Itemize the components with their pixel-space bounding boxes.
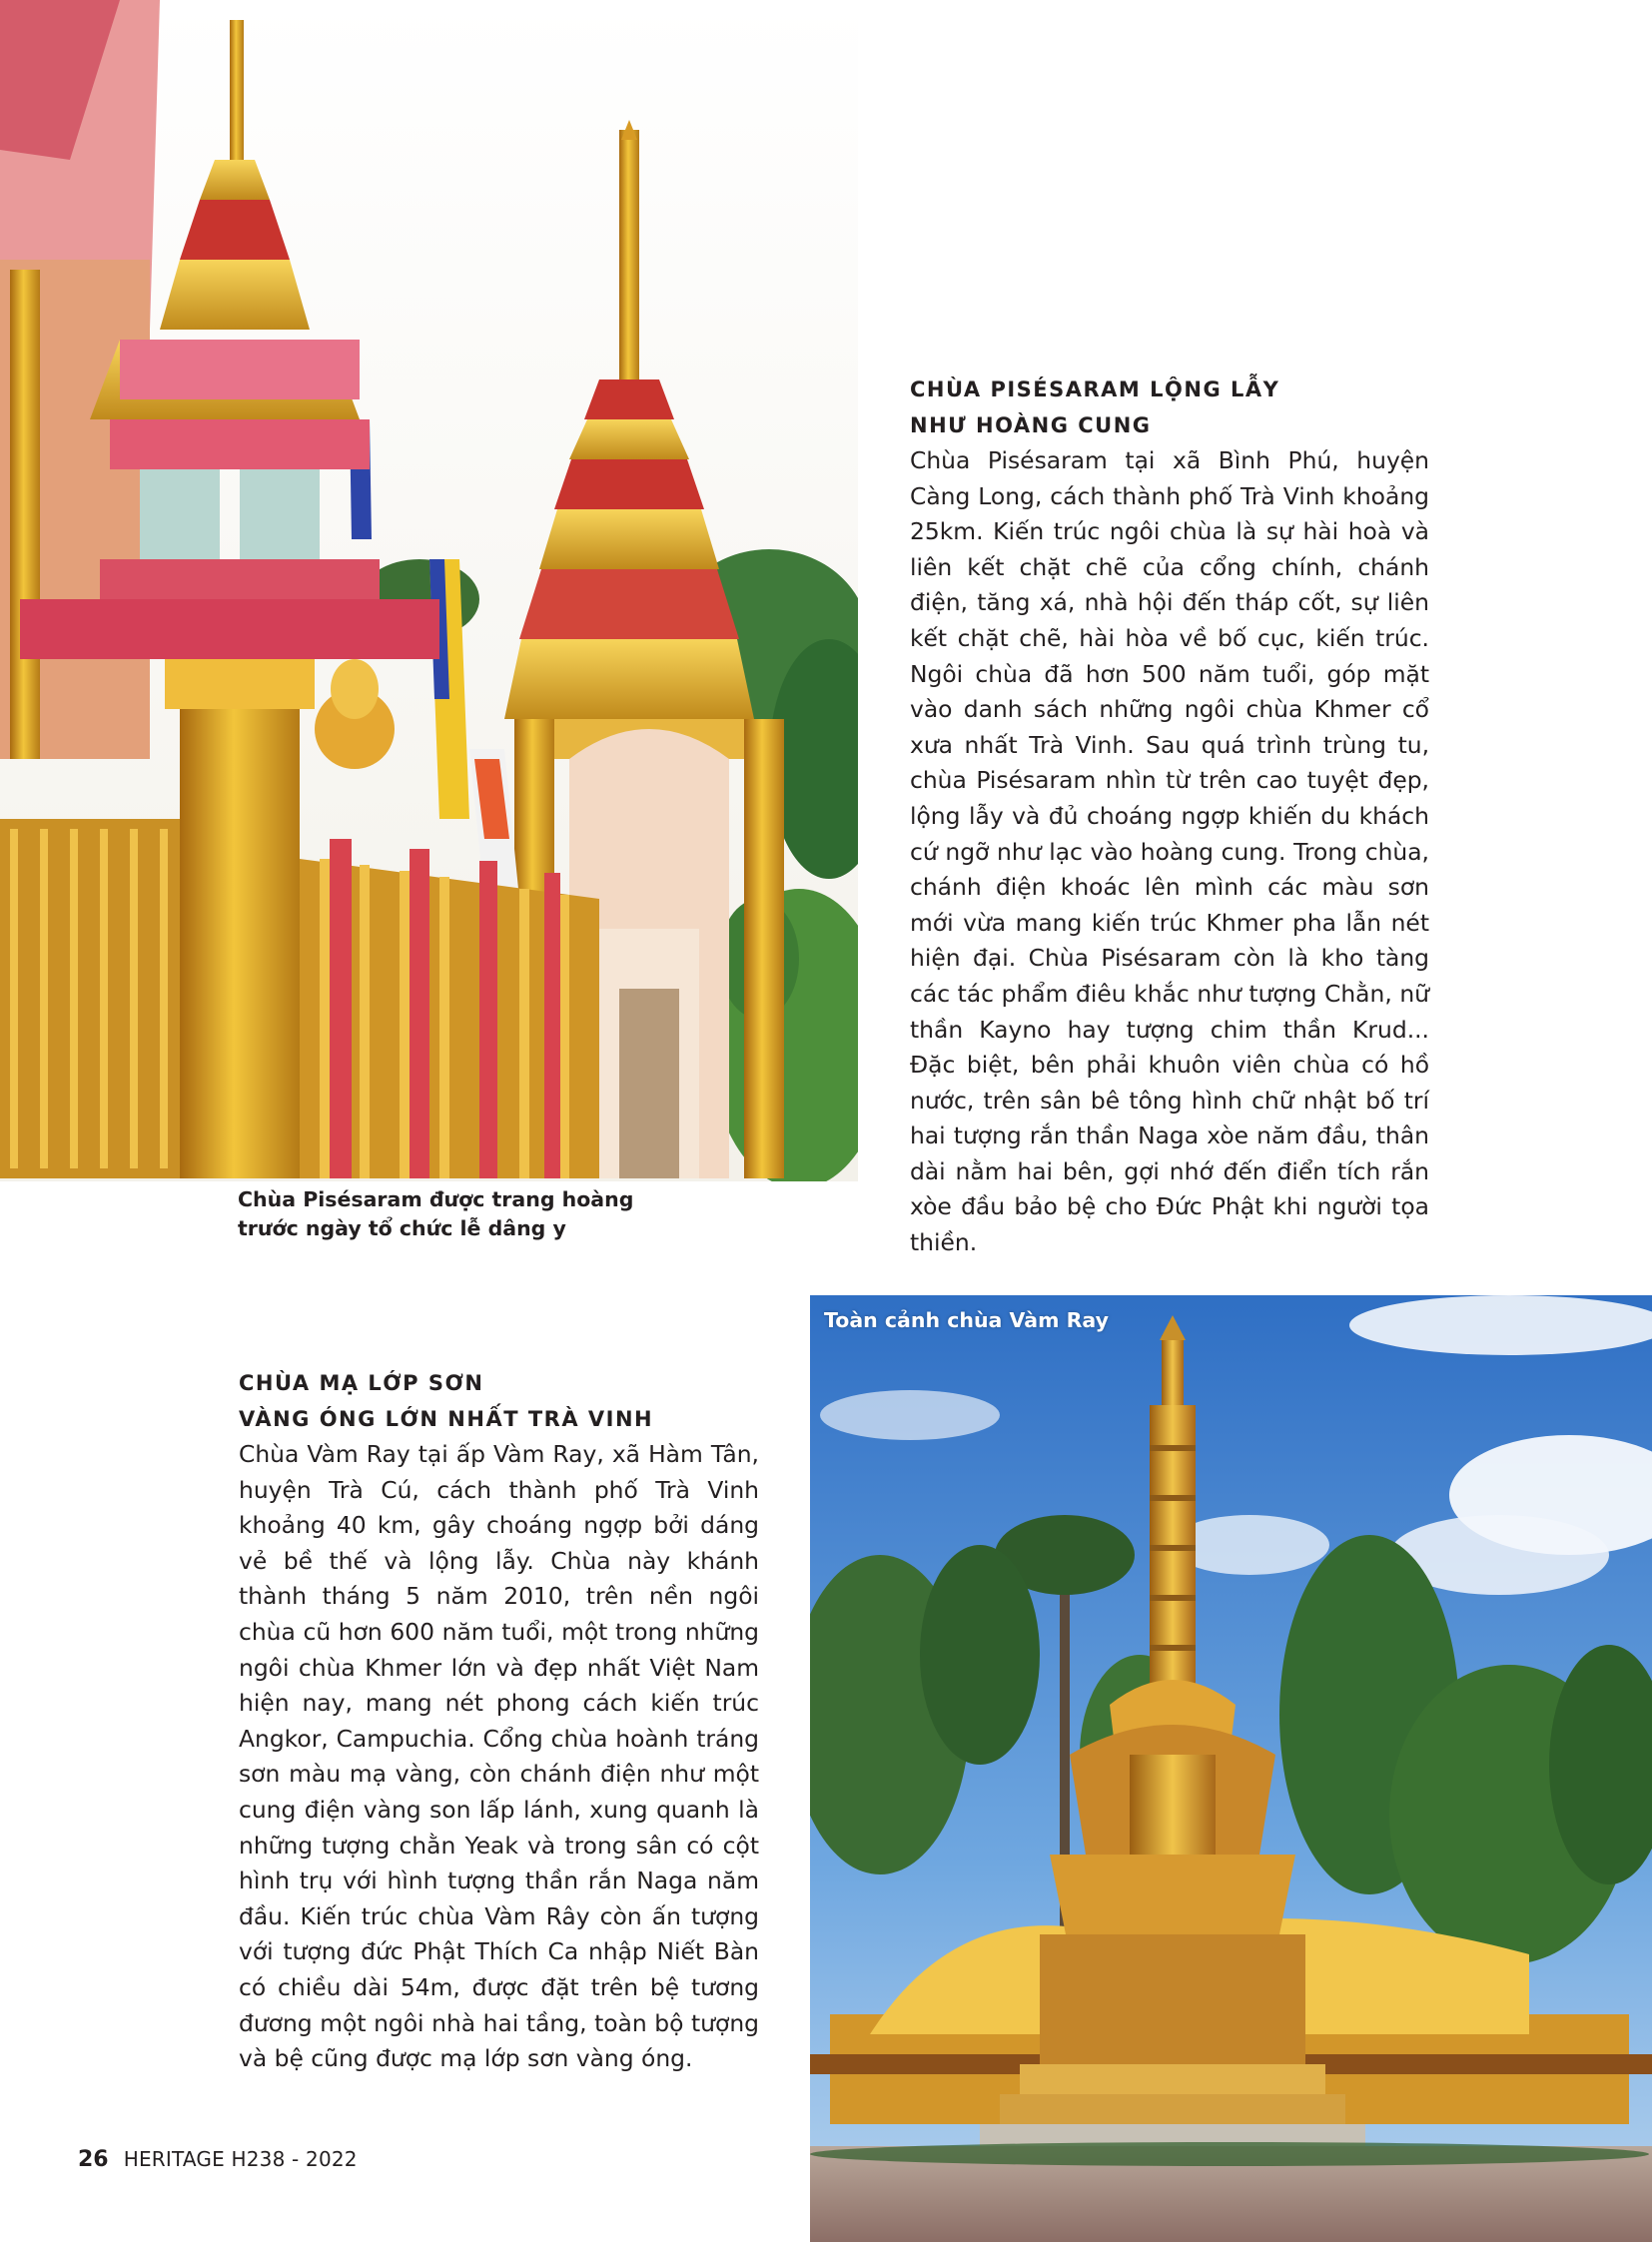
heading-line: NHƯ HOÀNG CUNG: [910, 413, 1152, 437]
heading-line: CHÙA PISÉSARAM LỘNG LẪY: [910, 377, 1280, 401]
section-heading: [239, 1365, 759, 1437]
photo-caption-vam-ray: Toàn cảnh chùa Vàm Ray: [824, 1308, 1109, 1332]
caption-line: trước ngày tổ chức lễ dâng y: [238, 1216, 566, 1240]
section-heading: [910, 372, 1429, 443]
section-body: Chùa Pisésaram tại xã Bình Phú, huyện Càng Long, cách thành phố Trà Vinh khoảng 25km. Kiến trúc ngôi chùa là sự hài hoà và liên kết chặt chẽ của cổng chính, chánh điện, tăng xá, nhà hội đến tháp cốt, sự liên kết chặt chẽ, hài hòa về bố cục, kiến trúc. Ngôi chùa đã hơn 500 năm tuổi, góp mặt vào danh sách những ngôi chùa Khmer cổ xưa nhất Trà Vinh. Sau quá trình trùng tu, chùa Pisésaram nhìn từ trên cao tuyệt đẹp, lộng lẫy và đủ choáng ngợp khiến du khách cứ ngỡ như lạc vào hoàng cung. Trong chùa, chánh điện khoác lên mình các màu sơn mới vừa mang kiến trúc Khmer pha lẫn nét hiện đại. Chùa Pisésaram còn là kho tàng các tác phẩm điêu khắc như tượng Chằn, nữ thần Kayno hay tượng chim thần Krud... Đặc biệt, bên phải khuôn viên chùa có hồ nước, trên sân bê tông hình chữ nhật bố trí hai tượng rắn thần Naga xòe năm đầu, thân dài nằm hai bên, gợi nhớ đến điển tích rắn xòe đầu bảo bệ cho Đức Phật khi người tọa thiền.: [910, 446, 1429, 1257]
article-section-pisesaram: [910, 372, 1429, 1261]
article-section-vam-ray: [239, 1365, 759, 2077]
page-footer: [78, 2147, 358, 2172]
magazine-issue: HERITAGE H238 - 2022: [123, 2147, 358, 2171]
heading-line: VÀNG ÓNG LỚN NHẤT TRÀ VINH: [239, 1407, 654, 1431]
photo-pisesaram-temple: [0, 0, 858, 1181]
caption-line: Chùa Pisésaram được trang hoàng: [238, 1187, 634, 1211]
photo-caption-pisesaram: [238, 1185, 667, 1243]
section-body: Chùa Vàm Ray tại ấp Vàm Ray, xã Hàm Tân, huyện Trà Cú, cách thành phố Trà Vinh khoảng 40 km, gây choáng ngợp bởi dáng vẻ bề thế và lộng lẫy. Chùa này khánh thành tháng 5 năm 2010, trên nền ngôi chùa cũ hơn 600 năm tuổi, một trong những ngôi chùa Khmer lớn và đẹp nhất Việt Nam hiện nay, mang nét phong cách kiến trúc Angkor, Campuchia. Cổng chùa hoành tráng sơn màu mạ vàng, còn chánh điện như một cung điện vàng son lấp lánh, xung quanh là những tượng chằn Yeak và trong sân có cột hình trụ với hình tượng thần rắn Naga năm đầu. Kiến trúc chùa Vàm Rây còn ấn tượng với tượng đức Phật Thích Ca nhập Niết Bàn có chiều dài 54m, được đặt trên bệ tương đương một ngôi nhà hai tầng, toàn bộ tượng và bệ cũng được mạ lớp sơn vàng óng.: [239, 1440, 759, 2073]
heading-line: CHÙA MẠ LỚP SƠN: [239, 1371, 484, 1395]
photo-vam-ray-temple: [810, 1295, 1652, 2242]
page-number: 26: [78, 2147, 109, 2172]
